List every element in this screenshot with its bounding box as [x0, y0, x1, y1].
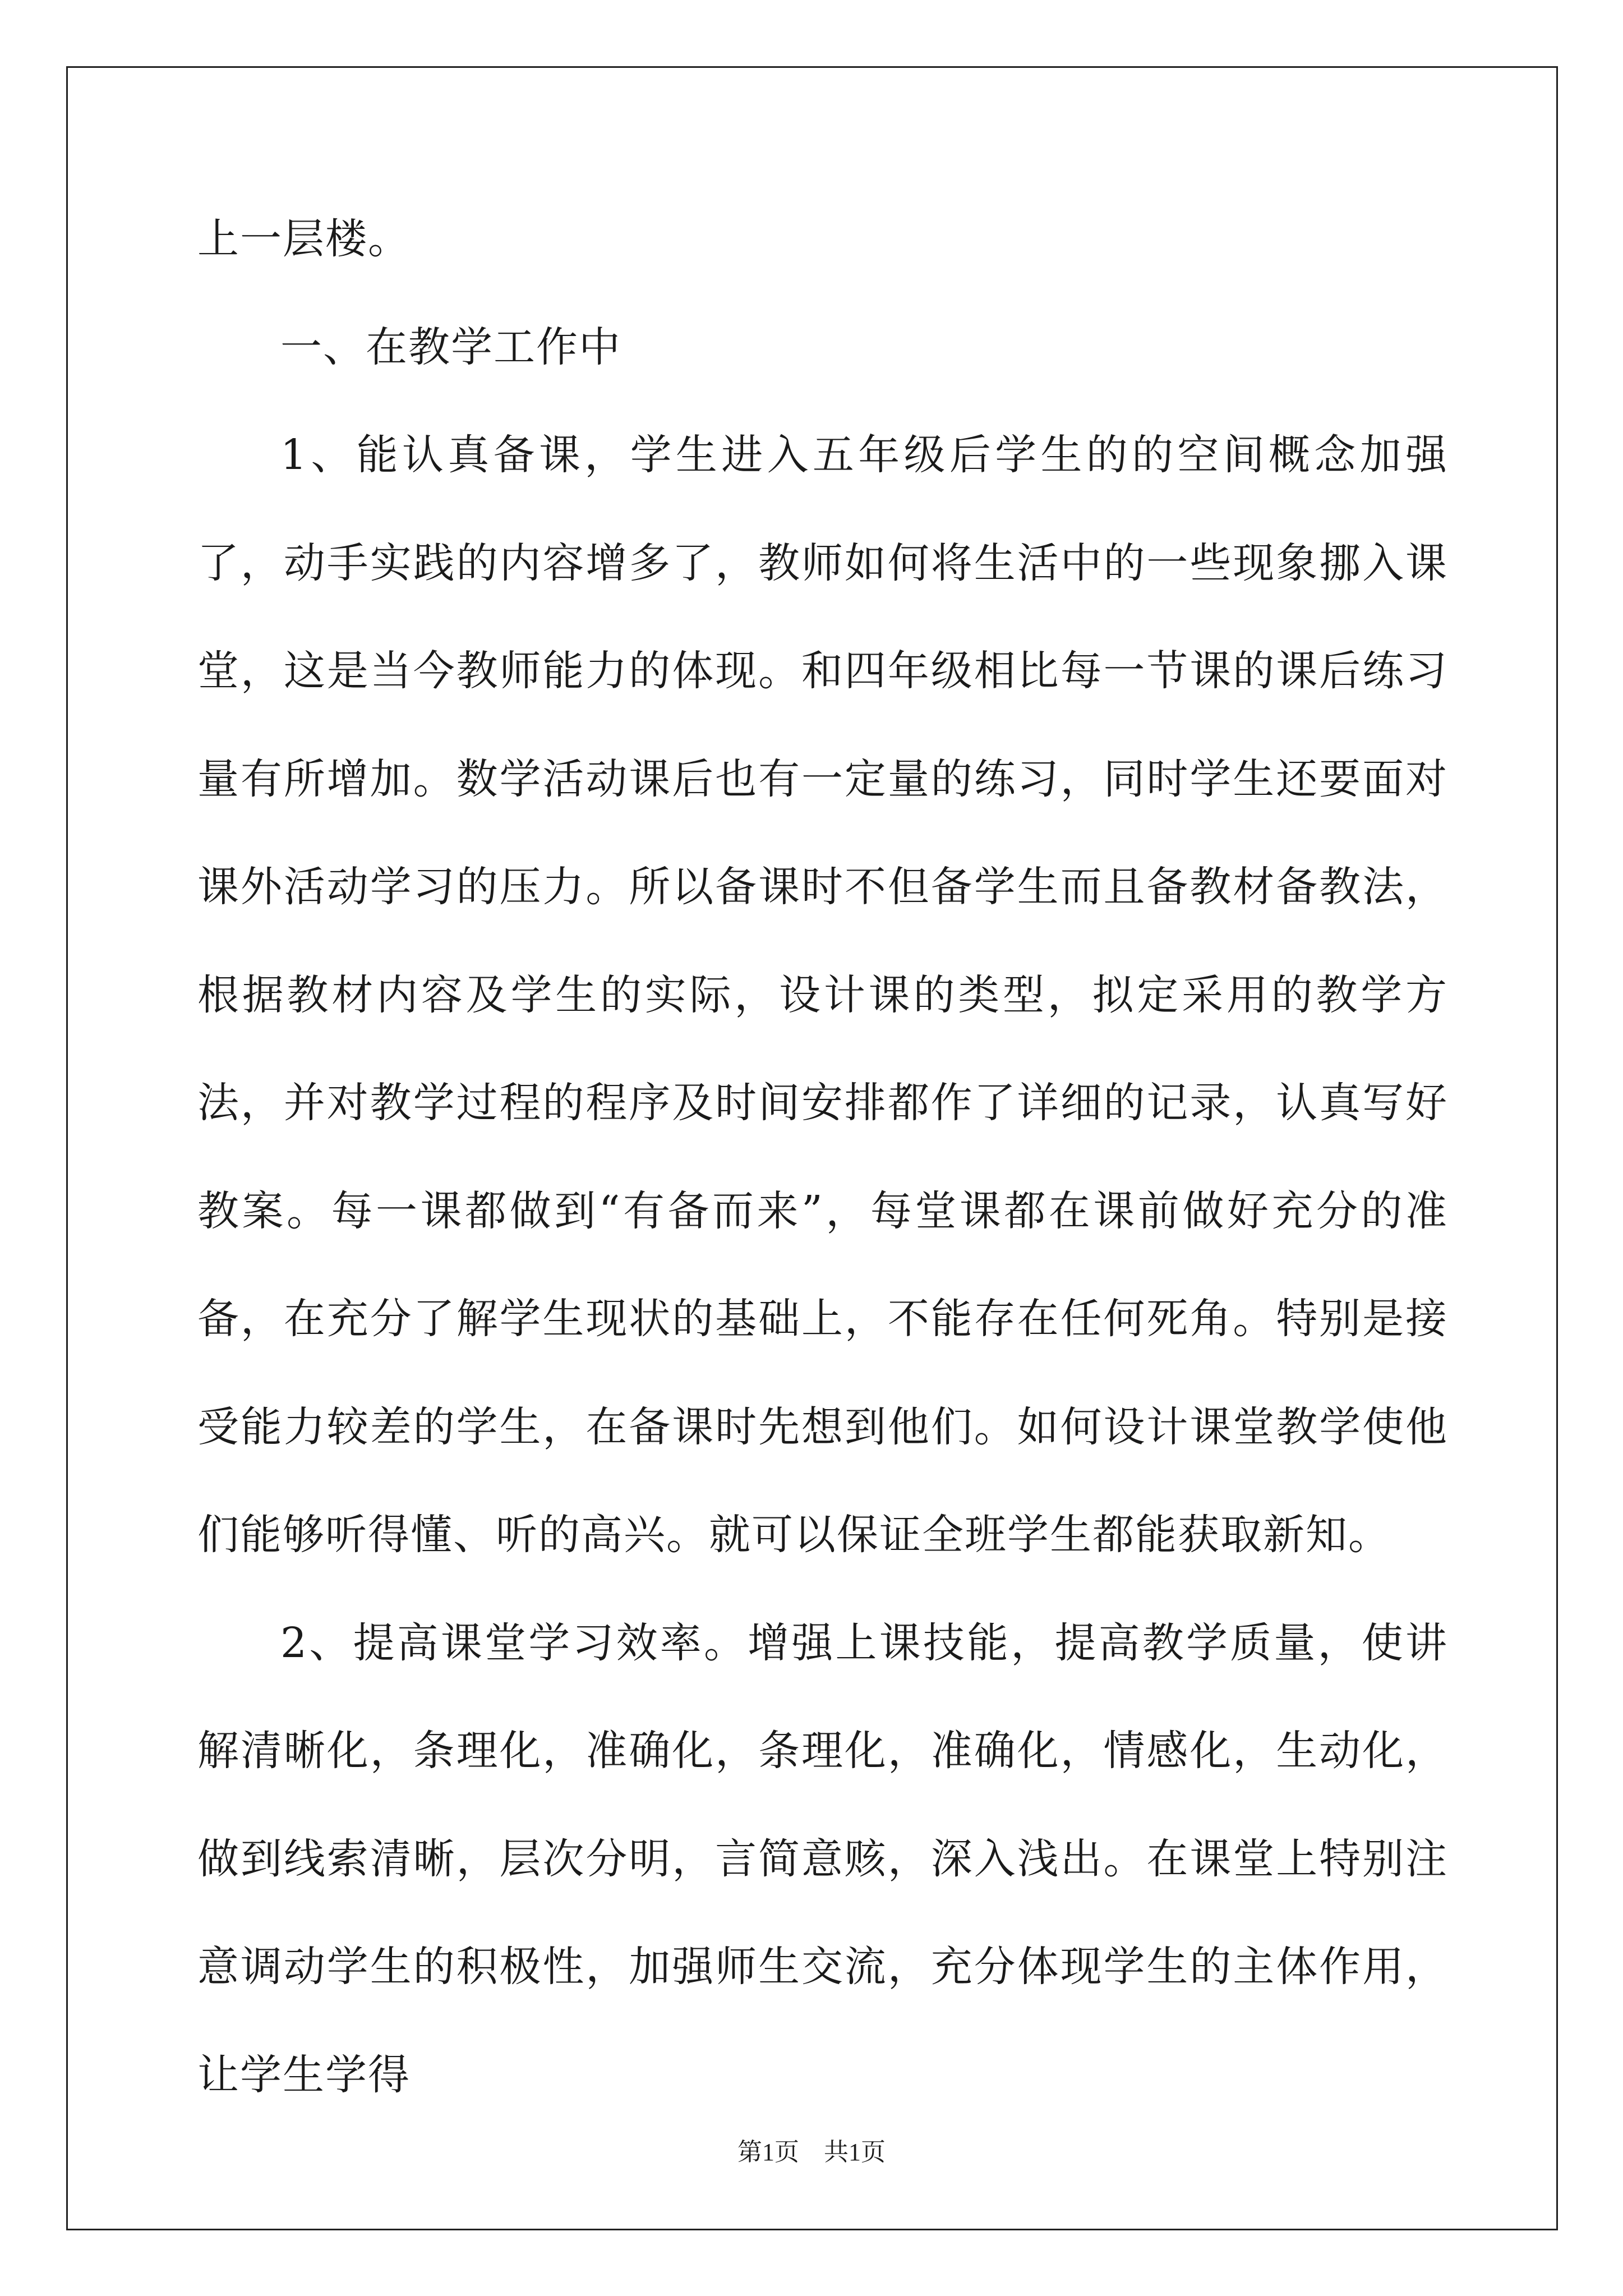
- page-number-footer: 第1页 共1页: [737, 2138, 886, 2166]
- paragraph-classroom-efficiency: 2、提高课堂学习效率。增强上课技能，提高教学质量，使讲解清晰化，条理化，准确化，条理化，准确化，情感化，生动化，做到线索清晰，层次分明，言简意赅，深入浅出。在课堂上特别注意调动学生的积极性，加强师生交流，充分体现学生的主体作用，让学生学得: [197, 1618, 1448, 2099]
- paragraph-lesson-preparation: 1、能认真备课，学生进入五年级后学生的的空间概念加强了，动手实践的内容增多了，教师如何将生活中的一些现象挪入课堂，这是当今教师能力的体现。和四年级相比每一节课的课后练习量有所增加。数学活动课后也有一定量的练习，同时学生还要面对课外活动学习的压力。所以备课时不但备学生而且备教材备教法，根据教材内容及学生的实际，设计课的类型，拟定采用的教学方法，并对教学过程的程序及时间安排都作了详细的记录，认真写好教案。每一课都做到“有备而来”，每堂课都在课前做好充分的准备，在充分了解学生现状的基础上，不能存在任何死角。特别是接受能力较差的学生，在备课时先想到他们。如何设计课堂教学使他们能够听得懂、听的高兴。就可以保证全班学生都能获取新知。: [197, 431, 1448, 1559]
- section-heading: 一、在教学工作中: [280, 323, 621, 371]
- paragraph-continuation: 上一层楼。: [197, 215, 411, 263]
- document-body: [197, 185, 1448, 2129]
